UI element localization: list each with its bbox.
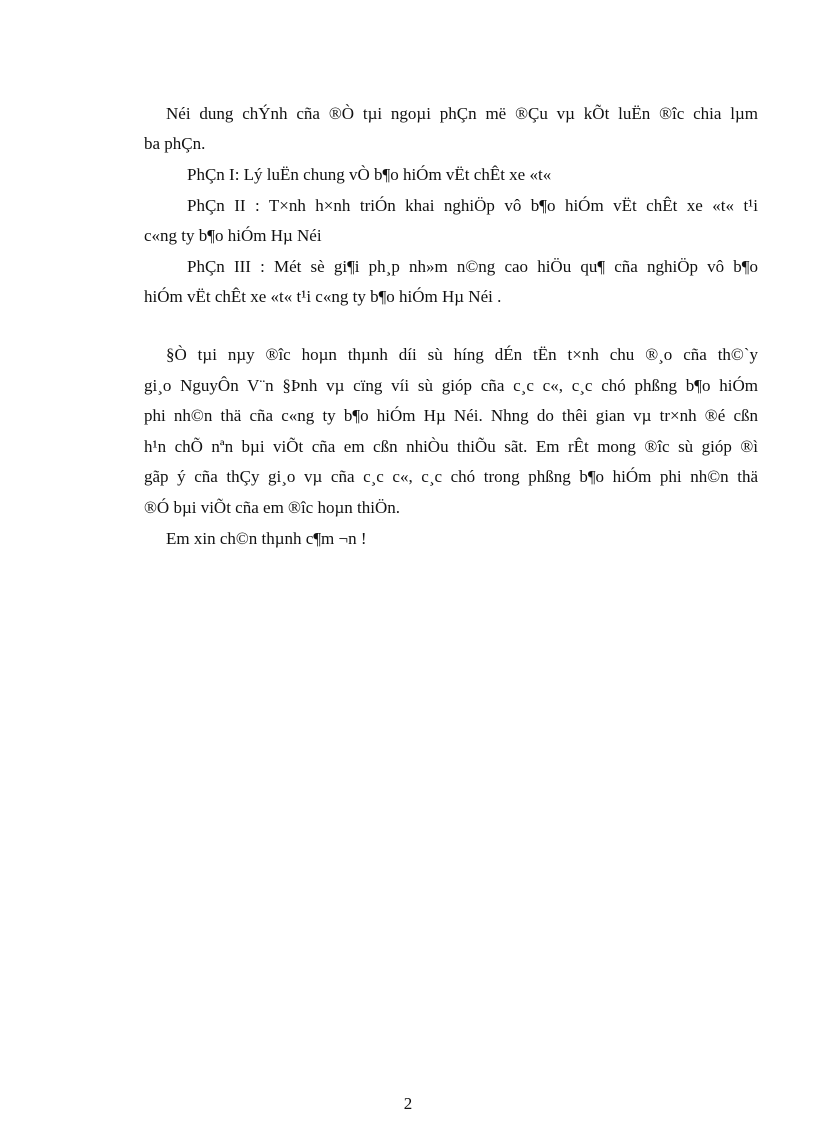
part-3-line-1: PhÇn III : Mét sè gi¶i ph¸p nh»m n©ng cao hiÖu qu¶ cña nghiÖp vô b¶o [187,257,758,276]
part-2-line-2: c«ng ty b¶o hiÓm Hµ Néi [144,226,322,245]
closing-line: Em xin ch©n thµnh c¶m ¬n ! [166,529,367,548]
intro-line-2: ba phÇn. [144,134,206,153]
part-3-line-2: hiÓm vËt chÊt xe «t« t¹i c«ng ty b¶o hiÓm Hµ Néi . [144,287,502,306]
part-2-line-1: PhÇn II : T×nh h×nh triÓn khai nghiÖp vô b¶o hiÓm vËt chÊt xe «t« t¹i [187,196,758,215]
page-number: 2 [403,1094,413,1113]
thanks-line-2: gi¸o NguyÔn V¨n §Þnh vµ cïng víi sù gióp cña c¸c c«, c¸c chó phßng b¶o hiÓm [144,376,758,395]
part-1-line: PhÇn I: Lý luËn chung vÒ b¶o hiÓm vËt chÊt xe «t« [187,165,552,184]
thanks-line-4: h¹n chÕ nªn bµi viÕt cña em cßn nhiÒu thiÕu sãt. Em rÊt mong ®îc sù gióp ®ì [144,437,758,456]
thanks-line-5: gãp ý cña thÇy gi¸o vµ cña c¸c c«, c¸c chó trong phßng b¶o hiÓm phi nh©n thä [144,467,758,486]
intro-line-1: Néi dung chÝnh cña ®Ò tµi ngoµi phÇn më ®Çu vµ kÕt luËn ®îc chia lµm [166,104,758,123]
thanks-line-6: ®Ó bµi viÕt cña em ®îc hoµn thiÖn. [144,498,400,517]
thanks-line-3: phi nh©n thä cña c«ng ty b¶o hiÓm Hµ Néi. Nhng do thêi gian vµ tr×nh ®é cßn [144,406,758,425]
thanks-line-1: §Ò tµi nµy ®îc hoµn thµnh díi sù híng dÉn tËn t×nh chu ®¸o cña th©`y [166,345,758,364]
